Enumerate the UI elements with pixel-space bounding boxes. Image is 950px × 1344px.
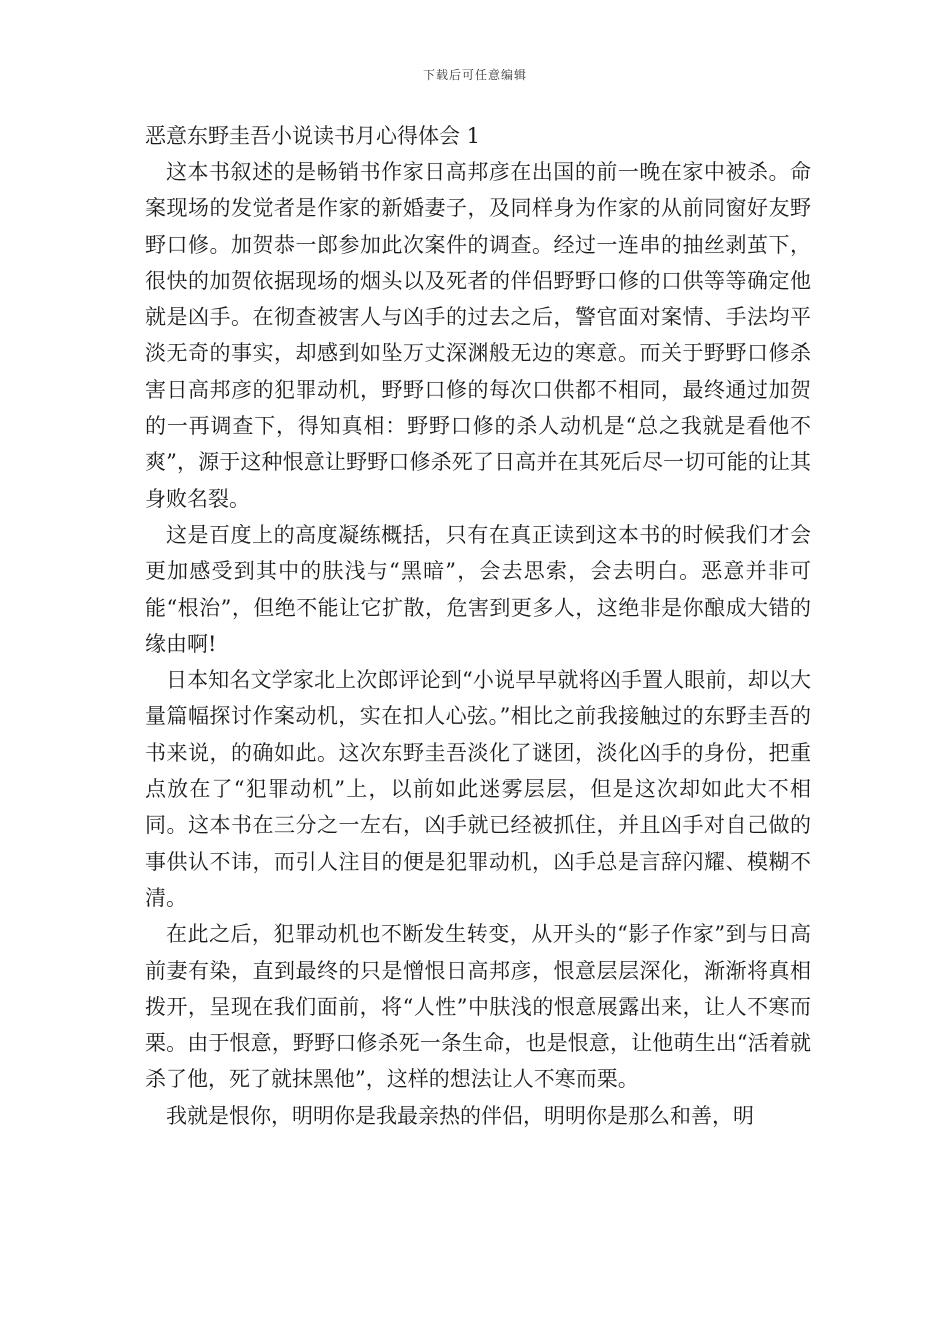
document-body [145,118,811,1134]
paragraph-5: 我就是恨你，明明你是我最亲热的伴侣，明明你是那么和善，明 [166,1103,754,1128]
paragraph-3: 日本知名文学家北上次郎评论到“小说早早就将凶手置人眼前，却以大量篇幅探讨作案动机，实在扣人心弦。”相比之前我接触过的东野圭吾的书来说，的确如此。这次东野圭吾淡化了谜团，淡化凶手的身份，把重点放在了“犯罪动机”上，以前如此迷雾层层，但是这次却如此大不相同。这本书在三分之一左右，凶手就已经被抓住，并且凶手对自己做的事供认不讳，而引人注目的便是犯罪动机，凶手总是言辞闪耀、模糊不清。 [145,668,811,910]
page-header: 下载后可任意编辑 [422,68,527,82]
paragraph-1: 这本书叙述的是畅销书作家日高邦彦在出国的前一晚在家中被杀。命案现场的发觉者是作家的新婚妻子，及同样身为作家的从前同窗好友野野口修。加贺恭一郎参加此次案件的调查。经过一连串的抽丝剥茧下，很快的加贺依据现场的烟头以及死者的伴侣野野口修的口供等等确定他就是凶手。在彻查被害人与凶手的过去之后，警官面对案情、手法均平淡无奇的事实，却感到如坠万丈深渊般无边的寒意。而关于野野口修杀害日高邦彦的犯罪动机，野野口修的每次口供都不相同，最终通过加贺的一再调查下，得知真相：野野口修的杀人动机是“总之我就是看他不爽”，源于这种恨意让野野口修杀死了日高并在其死后尽一切可能的让其身败名裂。 [145,160,811,511]
document-title: 恶意东野圭吾小说读书月心得体会 1 [145,124,481,148]
paragraph-2: 这是百度上的高度凝练概括，只有在真正读到这本书的时候我们才会更加感受到其中的肤浅与“黑暗”，会去思索，会去明白。恶意并非可能“根治”，但绝不能让它扩散，危害到更多人，这绝非是你酿成大错的缘由啊! [145,522,811,656]
paragraph-4: 在此之后，犯罪动机也不断发生转变，从开头的“影子作家”到与日高前妻有染，直到最终的只是憎恨日高邦彦，恨意层层深化，渐渐将真相拨开，呈现在我们面前，将“人性”中肤浅的恨意展露出来，让人不寒而栗。由于恨意，野野口修杀死一条生命，也是恨意，让他萌生出“活着就杀了他，死了就抹黑他”，这样的想法让人不寒而栗。 [145,922,811,1092]
